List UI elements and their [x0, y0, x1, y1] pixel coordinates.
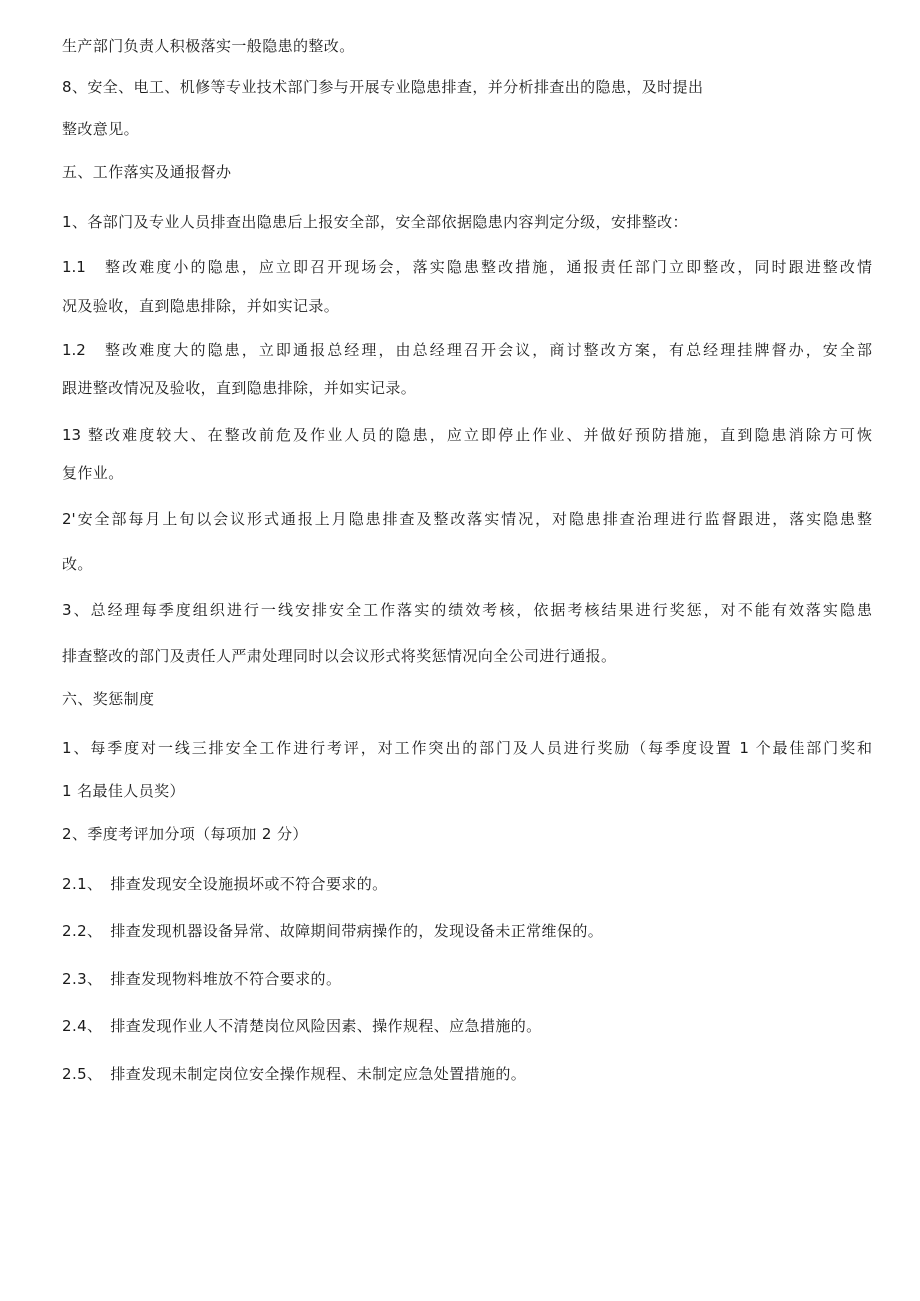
- paragraph-line: 1 名最佳人员奖）: [62, 782, 185, 800]
- paragraph-line: 复作业。: [62, 464, 124, 482]
- paragraph-line: 1.1 整改难度小的隐患，应立即召开现场会，落实隐患整改措施，通报责任部门立即整改，同时跟进整改情: [62, 258, 872, 276]
- paragraph-line: 整改意见。: [62, 120, 140, 138]
- paragraph-line: 生产部门负责人积极落实一般隐患的整改。: [62, 37, 355, 55]
- paragraph-line: 3、总经理每季度组织进行一线安排安全工作落实的绩效考核，依据考核结果进行奖惩，对不能有效落实隐患: [62, 601, 872, 619]
- paragraph-line: 排查整改的部门及责任人严肃处理同时以会议形式将奖惩情况向全公司进行通报。: [62, 647, 617, 665]
- list-item: 2.4、 排查发现作业人不清楚岗位风险因素、操作规程、应急措施的。: [62, 1017, 542, 1035]
- paragraph-line: 况及验收，直到隐患排除，并如实记录。: [62, 297, 340, 315]
- list-item: 2.3、 排查发现物料堆放不符合要求的。: [62, 970, 342, 988]
- list-item: 2.5、 排查发现未制定岗位安全操作规程、未制定应急处置措施的。: [62, 1065, 527, 1083]
- section-heading: 六、奖惩制度: [62, 690, 155, 708]
- paragraph-line: 1.2 整改难度大的隐患，立即通报总经理，由总经理召开会议，商讨整改方案，有总经理挂牌督办，安全部: [62, 341, 872, 359]
- paragraph-line: 跟进整改情况及验收，直到隐患排除，并如实记录。: [62, 379, 417, 397]
- paragraph-line: 改。: [62, 555, 93, 573]
- list-item: 2.1、 排查发现安全设施损坏或不符合要求的。: [62, 875, 388, 893]
- paragraph-line: 2'安全部每月上旬以会议形式通报上月隐患排查及整改落实情况，对隐患排查治理进行监督跟进，落实隐患整: [62, 510, 872, 528]
- section-heading: 五、工作落实及通报督办: [62, 163, 232, 181]
- paragraph-line: 2、季度考评加分项（每项加 2 分）: [62, 825, 308, 843]
- paragraph-line: 13 整改难度较大、在整改前危及作业人员的隐患，应立即停止作业、并做好预防措施，直到隐患消除方可恢: [62, 426, 872, 444]
- paragraph-line: 1、每季度对一线三排安全工作进行考评，对工作突出的部门及人员进行奖励（每季度设置 1 个最佳部门奖和: [62, 739, 872, 757]
- paragraph-line: 8、安全、电工、机修等专业技术部门参与开展专业隐患排查，并分析排查出的隐患，及时提出: [62, 78, 704, 96]
- paragraph-line: 1、各部门及专业人员排查出隐患后上报安全部，安全部依据隐患内容判定分级，安排整改：: [62, 213, 688, 231]
- list-item: 2.2、 排查发现机器设备异常、故障期间带病操作的，发现设备未正常维保的。: [62, 922, 604, 940]
